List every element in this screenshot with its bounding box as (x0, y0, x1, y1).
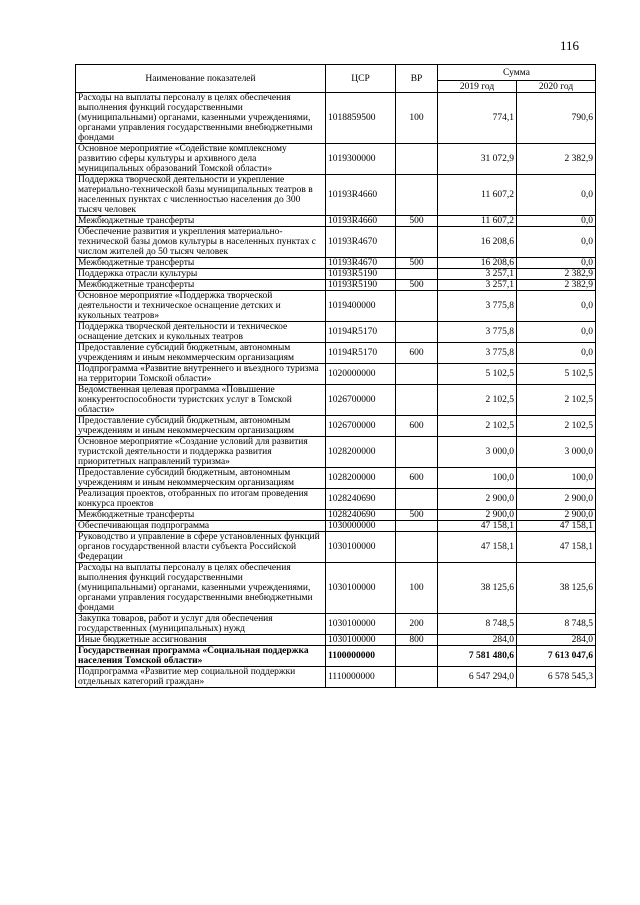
row-csr-cell: 1018859500 (326, 93, 396, 144)
row-name-cell: Основное мероприятие «Создание условий для развития туристской деятельности и поддержка развития приоритетных направлений туризма» (76, 437, 326, 468)
row-vr-cell: 500 (396, 280, 438, 291)
row-name-cell: Межбюджетные трансферты (76, 216, 326, 227)
header-name: Наименование показателей (76, 65, 326, 93)
row-vr-cell (396, 521, 438, 532)
row-2020-cell: 0,0 (517, 343, 596, 364)
table-row (76, 489, 596, 510)
table-row (76, 667, 596, 688)
row-2019-cell: 2 900,0 (438, 489, 517, 510)
row-vr-cell (396, 227, 438, 258)
row-csr-cell: 1030100000 (326, 532, 396, 563)
header-vr: ВР (396, 65, 438, 93)
row-name-cell: Предоставление субсидий бюджетным, автономным учреждениям и иным некоммерческим организациям (76, 343, 326, 364)
row-name-cell: Ведомственная целевая программа «Повышение конкурентоспособности туристских услуг в Томской области» (76, 385, 326, 416)
row-2019-cell: 38 125,6 (438, 563, 517, 614)
row-2020-cell: 100,0 (517, 468, 596, 489)
row-csr-cell: 1028240690 (326, 489, 396, 510)
row-2020-cell: 2 382,9 (517, 280, 596, 291)
table-row (76, 437, 596, 468)
header-year-2020: 2020 год (517, 81, 596, 93)
row-vr-cell (396, 322, 438, 343)
row-vr-cell (396, 646, 438, 667)
row-2020-cell: 3 000,0 (517, 437, 596, 468)
row-csr-cell: 10193R4660 (326, 216, 396, 227)
row-2019-cell: 5 102,5 (438, 364, 517, 385)
row-csr-cell: 1028200000 (326, 468, 396, 489)
row-csr-cell: 1030000000 (326, 521, 396, 532)
row-2020-cell: 2 900,0 (517, 489, 596, 510)
row-csr-cell: 1020000000 (326, 364, 396, 385)
row-csr-cell: 1030100000 (326, 563, 396, 614)
row-vr-cell (396, 269, 438, 280)
row-2019-cell: 6 547 294,0 (438, 667, 517, 688)
row-vr-cell (396, 175, 438, 216)
row-name-cell: Межбюджетные трансферты (76, 258, 326, 269)
row-vr-cell (396, 144, 438, 175)
row-csr-cell: 10193R4660 (326, 175, 396, 216)
row-2019-cell: 47 158,1 (438, 532, 517, 563)
row-2020-cell: 284,0 (517, 635, 596, 646)
row-2020-cell: 2 382,9 (517, 144, 596, 175)
row-2019-cell: 2 900,0 (438, 510, 517, 521)
row-name-cell: Расходы на выплаты персоналу в целях обеспечения выполнения функций государственными (муниципальными) органами, казенными учреждениями, органами управления государственными внебюджетными фондами (76, 563, 326, 614)
table-row (76, 280, 596, 291)
row-csr-cell: 1030100000 (326, 635, 396, 646)
row-csr-cell: 1026700000 (326, 416, 396, 437)
row-name-cell: Подпрограмма «Развитие мер социальной поддержки отдельных категорий граждан» (76, 667, 326, 688)
table-row (76, 322, 596, 343)
row-csr-cell: 1019300000 (326, 144, 396, 175)
row-2019-cell: 47 158,1 (438, 521, 517, 532)
row-2020-cell: 790,6 (517, 93, 596, 144)
row-vr-cell (396, 385, 438, 416)
row-vr-cell: 600 (396, 416, 438, 437)
table-row (76, 175, 596, 216)
row-csr-cell: 1026700000 (326, 385, 396, 416)
row-2020-cell: 2 102,5 (517, 385, 596, 416)
row-name-cell: Поддержка творческой деятельности и укрепление материально-технической базы муниципальных театров в населенных пунктах с численностью населения до 300 тысяч человек (76, 175, 326, 216)
table-row (76, 646, 596, 667)
row-name-cell: Обеспечивающая подпрограмма (76, 521, 326, 532)
row-vr-cell: 100 (396, 563, 438, 614)
row-vr-cell: 500 (396, 216, 438, 227)
row-vr-cell (396, 667, 438, 688)
row-vr-cell (396, 437, 438, 468)
table-row (76, 635, 596, 646)
row-vr-cell: 200 (396, 614, 438, 635)
row-name-cell: Основное мероприятие «Поддержка творческой деятельности и техническое оснащение детских и кукольных театров» (76, 291, 326, 322)
row-csr-cell: 1019400000 (326, 291, 396, 322)
row-2020-cell: 47 158,1 (517, 521, 596, 532)
row-csr-cell: 10194R5170 (326, 322, 396, 343)
row-2019-cell: 11 607,2 (438, 216, 517, 227)
row-2020-cell: 0,0 (517, 258, 596, 269)
row-name-cell: Подпрограмма «Развитие внутреннего и въездного туризма на территории Томской области» (76, 364, 326, 385)
row-2020-cell: 2 382,9 (517, 269, 596, 280)
table-row (76, 521, 596, 532)
row-vr-cell (396, 489, 438, 510)
table-header (76, 65, 596, 93)
row-name-cell: Поддержка отрасли культуры (76, 269, 326, 280)
table-row (76, 343, 596, 364)
table-row (76, 269, 596, 280)
row-2019-cell: 2 102,5 (438, 416, 517, 437)
row-vr-cell (396, 532, 438, 563)
table-row (76, 416, 596, 437)
row-2020-cell: 8 748,5 (517, 614, 596, 635)
row-2020-cell: 2 102,5 (517, 416, 596, 437)
row-2020-cell: 0,0 (517, 216, 596, 227)
row-2019-cell: 3 775,8 (438, 322, 517, 343)
row-2019-cell: 3 000,0 (438, 437, 517, 468)
row-2019-cell: 3 775,8 (438, 291, 517, 322)
row-csr-cell: 10193R4670 (326, 258, 396, 269)
row-2019-cell: 3 257,1 (438, 280, 517, 291)
row-2020-cell: 0,0 (517, 291, 596, 322)
table-row (76, 258, 596, 269)
row-2019-cell: 284,0 (438, 635, 517, 646)
table-row (76, 532, 596, 563)
table-row (76, 93, 596, 144)
table-row (76, 385, 596, 416)
row-name-cell: Поддержка творческой деятельности и техническое оснащение детских и кукольных театров (76, 322, 326, 343)
row-2019-cell: 8 748,5 (438, 614, 517, 635)
table-row (76, 510, 596, 521)
row-name-cell: Предоставление субсидий бюджетным, автономным учреждениям и иным некоммерческим организациям (76, 416, 326, 437)
row-vr-cell: 800 (396, 635, 438, 646)
row-2020-cell: 0,0 (517, 227, 596, 258)
row-2020-cell: 5 102,5 (517, 364, 596, 385)
row-2020-cell: 7 613 047,6 (517, 646, 596, 667)
budget-table (75, 64, 596, 688)
row-2020-cell: 47 158,1 (517, 532, 596, 563)
table-row (76, 216, 596, 227)
page-number: 116 (560, 38, 580, 53)
row-2020-cell: 0,0 (517, 322, 596, 343)
row-2019-cell: 2 102,5 (438, 385, 517, 416)
table-row (76, 614, 596, 635)
row-2019-cell: 16 208,6 (438, 227, 517, 258)
row-2019-cell: 16 208,6 (438, 258, 517, 269)
row-2019-cell: 31 072,9 (438, 144, 517, 175)
row-csr-cell: 10193R5190 (326, 269, 396, 280)
row-csr-cell: 1100000000 (326, 646, 396, 667)
row-vr-cell: 100 (396, 93, 438, 144)
row-vr-cell (396, 291, 438, 322)
row-name-cell: Реализация проектов, отобранных по итогам проведения конкурса проектов (76, 489, 326, 510)
table-row (76, 468, 596, 489)
table-row (76, 144, 596, 175)
table-row (76, 291, 596, 322)
row-csr-cell: 10193R5190 (326, 280, 396, 291)
row-2019-cell: 3 775,8 (438, 343, 517, 364)
header-sum: Сумма (438, 65, 596, 81)
row-name-cell: Руководство и управление в сфере установленных функций органов государственной власти субъекта Российской Федерации (76, 532, 326, 563)
table-row (76, 563, 596, 614)
header-year-2019: 2019 год (438, 81, 517, 93)
row-name-cell: Межбюджетные трансферты (76, 510, 326, 521)
row-2019-cell: 774,1 (438, 93, 517, 144)
row-vr-cell: 500 (396, 510, 438, 521)
row-2019-cell: 7 581 480,6 (438, 646, 517, 667)
row-2020-cell: 38 125,6 (517, 563, 596, 614)
row-name-cell: Предоставление субсидий бюджетным, автономным учреждениям и иным некоммерческим организациям (76, 468, 326, 489)
table-row (76, 227, 596, 258)
row-name-cell: Межбюджетные трансферты (76, 280, 326, 291)
row-2020-cell: 2 900,0 (517, 510, 596, 521)
row-2019-cell: 3 257,1 (438, 269, 517, 280)
row-2019-cell: 11 607,2 (438, 175, 517, 216)
row-vr-cell: 500 (396, 258, 438, 269)
table-row (76, 364, 596, 385)
row-2019-cell: 100,0 (438, 468, 517, 489)
row-2020-cell: 6 578 545,3 (517, 667, 596, 688)
row-csr-cell: 1110000000 (326, 667, 396, 688)
row-name-cell: Государственная программа «Социальная поддержка населения Томской области» (76, 646, 326, 667)
row-2020-cell: 0,0 (517, 175, 596, 216)
row-name-cell: Иные бюджетные ассигнования (76, 635, 326, 646)
row-vr-cell: 600 (396, 343, 438, 364)
row-vr-cell (396, 364, 438, 385)
row-vr-cell: 600 (396, 468, 438, 489)
row-name-cell: Основное мероприятие «Содействие комплексному развитию сферы культуры и архивного дела муниципальных образований Томской области» (76, 144, 326, 175)
row-csr-cell: 10194R5170 (326, 343, 396, 364)
row-csr-cell: 1028200000 (326, 437, 396, 468)
row-name-cell: Закупка товаров, работ и услуг для обеспечения государственных (муниципальных) нужд (76, 614, 326, 635)
row-csr-cell: 1028240690 (326, 510, 396, 521)
table-body (76, 93, 596, 688)
row-name-cell: Обеспечение развития и укрепления материально-технической базы домов культуры в населенных пунктах с числом жителей до 50 тысяч человек (76, 227, 326, 258)
row-name-cell: Расходы на выплаты персоналу в целях обеспечения выполнения функций государственными (муниципальными) органами, казенными учреждениями, органами управления государственными внебюджетными фондами (76, 93, 326, 144)
row-csr-cell: 10193R4670 (326, 227, 396, 258)
row-csr-cell: 1030100000 (326, 614, 396, 635)
header-csr: ЦСР (326, 65, 396, 93)
